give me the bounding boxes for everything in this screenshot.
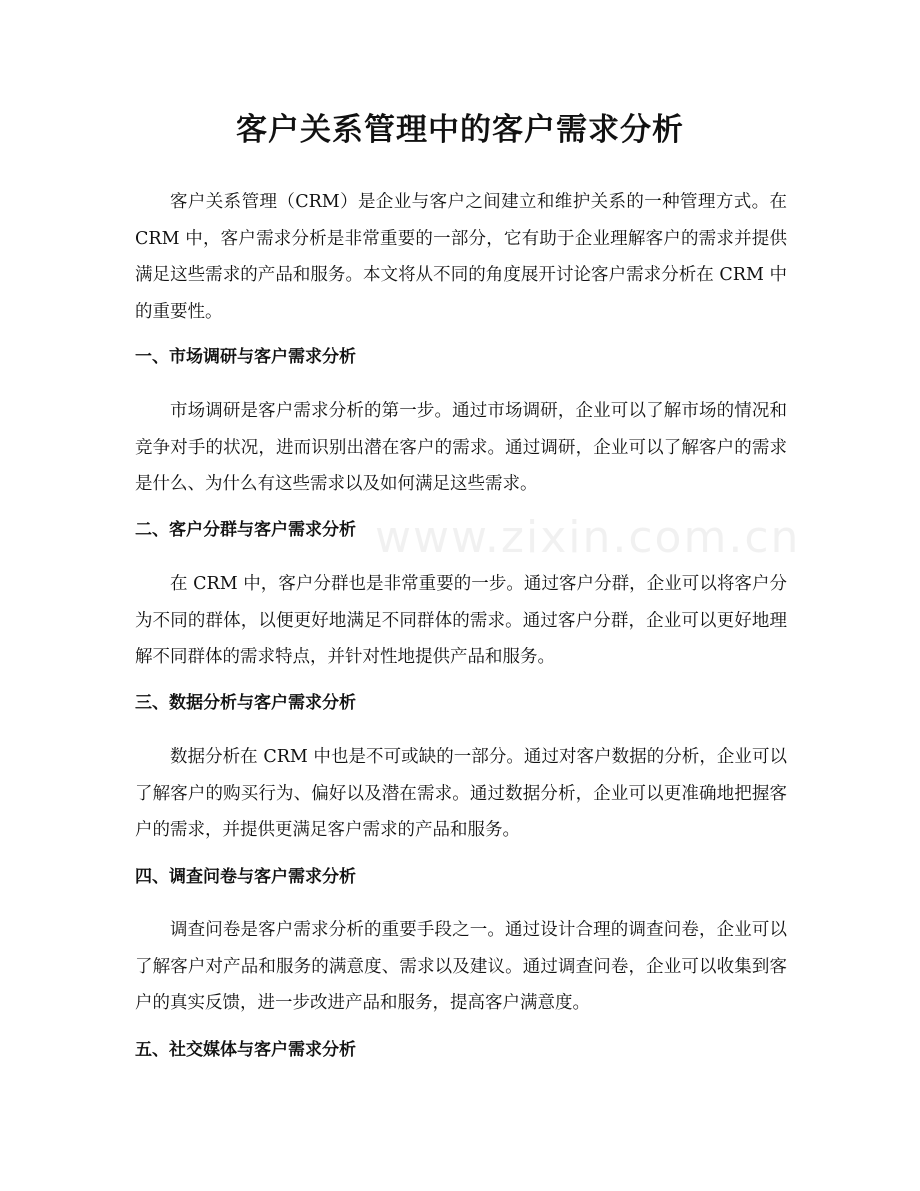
watermark: www.zixin.com.cn xyxy=(375,512,801,563)
section-body-2: 在 CRM 中，客户分群也是非常重要的一步。通过客户分群，企业可以将客户分为不同的群体，以便更好地满足不同群体的需求。通过客户分群，企业可以更好地理解不同群体的需求特点，并针对性地提供产品和服务。 xyxy=(135,574,787,667)
section-heading-4: 四、调查问卷与客户需求分析 xyxy=(135,867,356,887)
section-body-1: 市场调研是客户需求分析的第一步。通过市场调研，企业可以了解市场的情况和竞争对手的状况，进而识别出潜在客户的需求。通过调研，企业可以了解客户的需求是什么、为什么有这些需求以及如何满足这些需求。 xyxy=(135,401,787,494)
document-title: 客户关系管理中的客户需求分析 xyxy=(236,112,684,148)
section-heading-3: 三、数据分析与客户需求分析 xyxy=(135,693,356,713)
section-body-3: 数据分析在 CRM 中也是不可或缺的一部分。通过对客户数据的分析，企业可以了解客户的购买行为、偏好以及潜在需求。通过数据分析，企业可以更准确地把握客户的需求，并提供更满足客户需求的产品和服务。 xyxy=(135,747,787,840)
section-heading-1: 一、市场调研与客户需求分析 xyxy=(135,347,356,367)
section-heading-2: 二、客户分群与客户需求分析 xyxy=(135,520,356,540)
section-heading-5: 五、社交媒体与客户需求分析 xyxy=(135,1040,356,1060)
intro-paragraph: 客户关系管理（CRM）是企业与客户之间建立和维护关系的一种管理方式。在 CRM 中，客户需求分析是非常重要的一部分，它有助于企业理解客户的需求并提供满足这些需求的产品和服务。本文将从不同的角度展开讨论客户需求分析在 CRM 中的重要性。 xyxy=(135,192,787,322)
section-body-4: 调查问卷是客户需求分析的重要手段之一。通过设计合理的调查问卷，企业可以了解客户对产品和服务的满意度、需求以及建议。通过调查问卷，企业可以收集到客户的真实反馈，进一步改进产品和服务，提高客户满意度。 xyxy=(135,920,787,1013)
